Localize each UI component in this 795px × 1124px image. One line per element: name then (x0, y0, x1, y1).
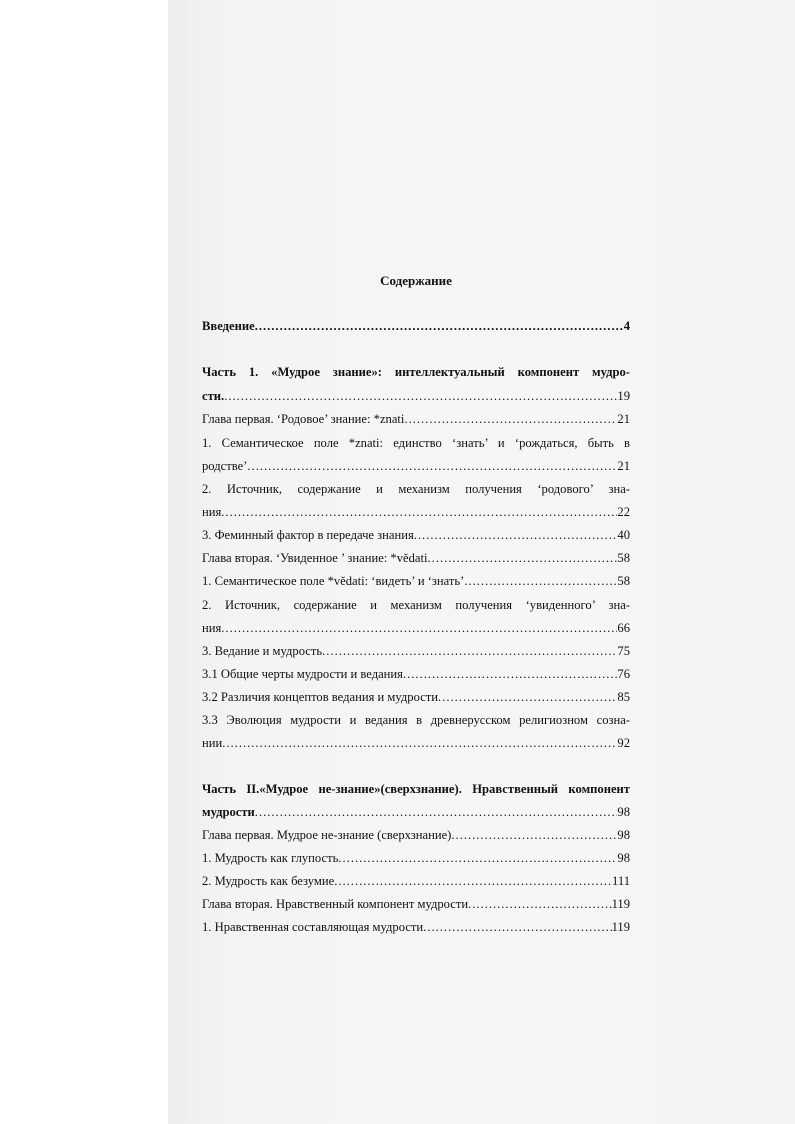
entry-page: 98 (617, 805, 630, 819)
toc-entry-p2s2 (202, 873, 630, 889)
leader-dots (255, 318, 624, 334)
entry-label: 2. Мудрость как безумие (202, 874, 335, 888)
toc-entry-chapter2 (202, 550, 630, 566)
entry-label: мудрости (202, 805, 255, 819)
entry-label: Глава первая. ‘Родовое’ знание: *znati (202, 412, 405, 426)
toc-entry-s233-line1: 3.3 Эволюция мудрости и ведания в древнерусском религиозном созна- (202, 713, 630, 727)
leader-dots (468, 896, 611, 912)
toc-entry-part2-line2 (202, 804, 630, 820)
leader-dots (221, 504, 617, 520)
entry-page: 111 (612, 874, 630, 888)
entry-label: Глава вторая. Нравственный компонент мудрости (202, 897, 469, 911)
leader-dots (334, 873, 612, 889)
entry-label: 3. Ведание и мудрость (202, 644, 323, 658)
entry-label: родстве’ (202, 459, 248, 473)
leader-dots (247, 458, 617, 474)
leader-dots (438, 689, 617, 705)
entry-page: 21 (617, 412, 630, 426)
leader-dots (428, 550, 618, 566)
entry-label: 3. Феминный фактор в передаче знания (202, 528, 414, 542)
toc-entry-s1-line2 (202, 458, 630, 474)
toc-entry-p2s21 (202, 919, 630, 935)
entry-label: Введение (202, 319, 255, 333)
leader-dots (224, 388, 617, 404)
entry-page: 40 (617, 528, 630, 542)
leader-dots (338, 850, 617, 866)
toc-entry-s23 (202, 643, 630, 659)
entry-page: 58 (617, 574, 630, 588)
entry-page: 19 (617, 389, 630, 403)
entry-label: сти. (202, 389, 225, 403)
entry-page: 4 (623, 319, 630, 333)
entry-page: 66 (617, 621, 630, 635)
toc-entry-s231 (202, 666, 630, 682)
toc-entry-part1-line2 (202, 388, 630, 404)
leader-dots (414, 527, 618, 543)
entry-page: 119 (611, 897, 630, 911)
toc-entry-part2-line1: Часть II.«Мудрое не-знание»(сверхзнание). Нравственный компонент (202, 782, 630, 796)
entry-label: 1. Нравственная составляющая мудрости (202, 920, 424, 934)
toc-title: Содержание (380, 273, 452, 288)
leader-dots (403, 666, 617, 682)
leader-dots (423, 919, 611, 935)
leader-dots (255, 804, 618, 820)
entry-page: 119 (611, 920, 630, 934)
entry-page: 85 (617, 690, 630, 704)
toc-entry-intro (202, 318, 630, 334)
entry-label: 3.2 Различия концептов ведания и мудрости (202, 690, 439, 704)
toc-entry-s2-line2 (202, 504, 630, 520)
entry-page: 98 (617, 851, 630, 865)
entry-page: 92 (617, 736, 630, 750)
entry-label: нии (202, 736, 223, 750)
entry-label: Глава первая. Мудрое не-знание (сверхзнание) (202, 828, 452, 842)
entry-page: 21 (617, 459, 630, 473)
toc-entry-s21 (202, 573, 630, 589)
toc-entry-p2s1 (202, 850, 630, 866)
entry-page: 75 (617, 644, 630, 658)
leader-dots (464, 573, 617, 589)
entry-label: ния (202, 505, 222, 519)
toc-entry-s232 (202, 689, 630, 705)
entry-page: 22 (617, 505, 630, 519)
toc-entry-chapter1 (202, 411, 630, 427)
leader-dots (221, 620, 617, 636)
entry-label: 1. Семантическое поле *vědati: ‘видеть’ и ‘знать’ (202, 574, 465, 588)
entry-label: 3.1 Общие черты мудрости и ведания (202, 667, 403, 681)
toc-entry-s2-line1: 2. Источник, содержание и механизм получения ‘родового’ зна- (202, 482, 630, 496)
leader-dots (222, 735, 617, 751)
entry-page: 76 (617, 667, 630, 681)
leader-dots (404, 411, 617, 427)
leader-dots (451, 827, 617, 843)
leader-dots (322, 643, 617, 659)
toc-entry-p2-chapter1 (202, 827, 630, 843)
toc-entry-s22-line2 (202, 620, 630, 636)
toc-entry-s3 (202, 527, 630, 543)
entry-label: Глава вторая. ‘Увиденное ’ знание: *vědati (202, 551, 428, 565)
entry-page: 98 (617, 828, 630, 842)
toc-entry-p2-chapter2 (202, 896, 630, 912)
toc-entry-s233-line2 (202, 735, 630, 751)
toc-entry-part1-line1: Часть 1. «Мудрое знание»: интеллектуальный компонент мудро- (202, 365, 630, 379)
entry-page: 58 (617, 551, 630, 565)
toc-entry-s1-line1: 1. Семантическое поле *znati: единство ‘знать’ и ‘рождаться, быть в (202, 436, 630, 450)
toc-entry-s22-line1: 2. Источник, содержание и механизм получения ‘увиденного’ зна- (202, 598, 630, 612)
entry-label: 1. Мудрость как глупость (202, 851, 339, 865)
entry-label: ния (202, 621, 222, 635)
